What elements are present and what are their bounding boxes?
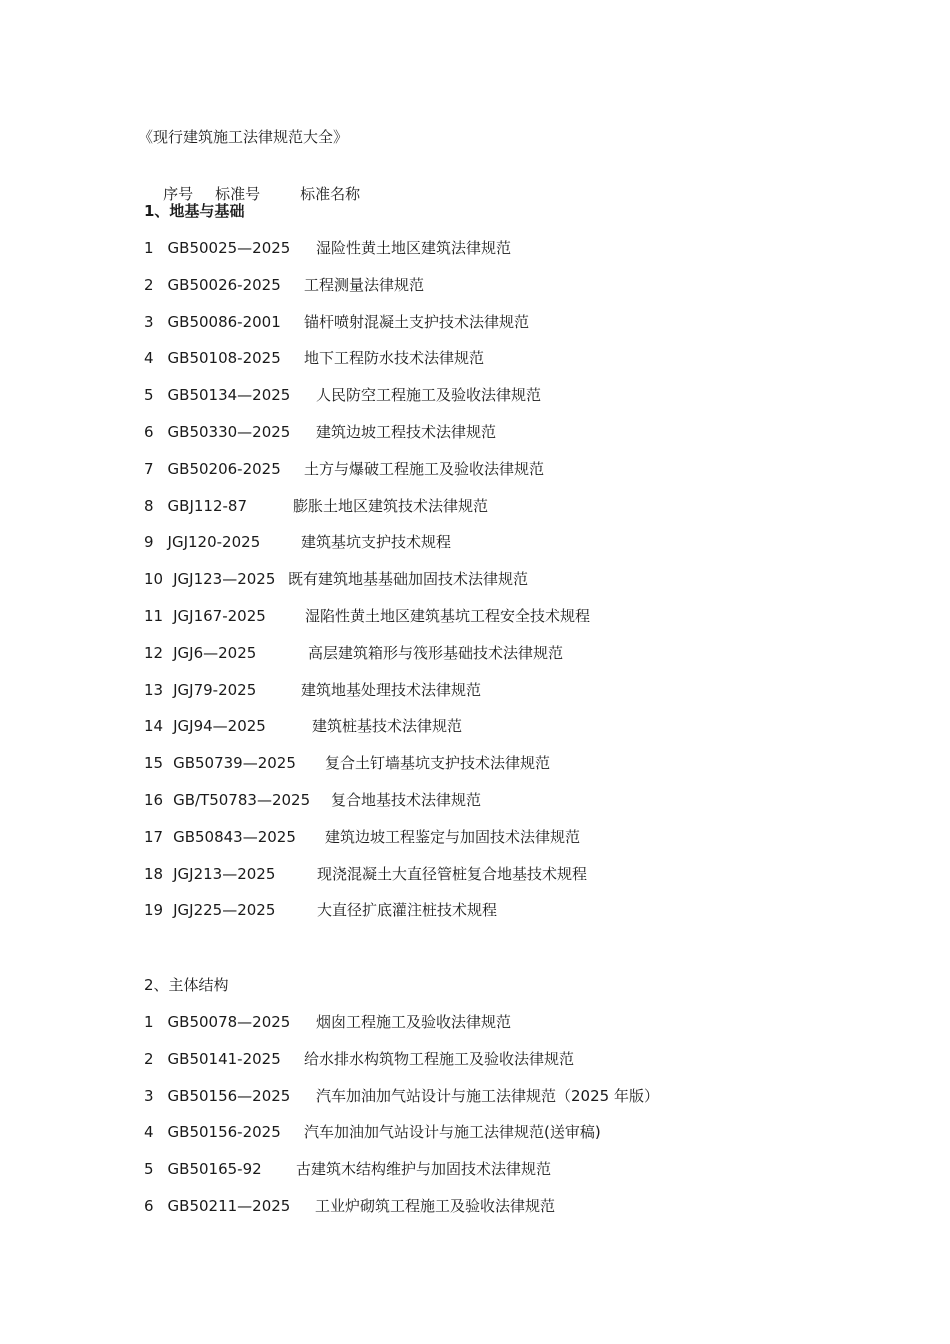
item-number: 3 — [144, 312, 154, 331]
standard-name: 烟囱工程施工及验收法律规范 — [316, 1013, 512, 1031]
document-title: 《现行建筑施工法律规范大全》 — [138, 128, 349, 146]
standard-name: 工业炉砌筑工程施工及验收法律规范 — [315, 1197, 556, 1215]
list-item — [144, 1012, 512, 1032]
item-number: 1 — [144, 1013, 154, 1031]
item-number: 8 — [144, 496, 154, 515]
standard-name: 复合土钉墙基坑支护技术法律规范 — [325, 754, 551, 773]
standard-code: JGJ120-2025 — [167, 533, 261, 552]
list-item — [144, 1122, 601, 1142]
standard-name: 土方与爆破工程施工及验收法律规范 — [304, 459, 545, 478]
list-item — [144, 459, 545, 479]
standard-name: 地下工程防水技术法律规范 — [304, 349, 485, 368]
item-number: 6 — [144, 1197, 154, 1215]
item-number: 7 — [144, 459, 154, 478]
standard-code: GB50025—2025 — [167, 239, 291, 257]
standard-name: 膨胀土地区建筑技术法律规范 — [293, 496, 489, 515]
list-item — [144, 348, 485, 368]
standard-code: JGJ79-2025 — [173, 680, 257, 699]
item-number: 18 — [144, 864, 164, 883]
standard-code: JGJ123—2025 — [173, 570, 276, 589]
list-item — [144, 900, 498, 920]
header-serial: 序号 — [163, 185, 194, 203]
standard-code: JGJ213—2025 — [173, 864, 276, 883]
standard-name: 现浇混凝土大直径管桩复合地基技术规程 — [317, 864, 588, 883]
item-number: 3 — [144, 1086, 154, 1105]
item-number: 10 — [144, 570, 164, 589]
standard-name: 给水排水构筑物工程施工及验收法律规范 — [304, 1049, 575, 1068]
standard-code: GB50206-2025 — [167, 459, 281, 478]
list-item — [144, 312, 530, 332]
standard-name: 高层建筑箱形与筏形基础技术法律规范 — [308, 643, 564, 662]
standard-code: GBJ112-87 — [167, 496, 248, 515]
standard-name: 汽车加油加气站设计与施工法律规范(送审稿) — [304, 1123, 601, 1142]
standard-name: 建筑基坑支护技术规程 — [301, 533, 452, 552]
list-item — [144, 827, 581, 847]
header-standard-no: 标准号 — [215, 185, 261, 203]
item-number: 2 — [144, 275, 154, 294]
standard-name: 建筑边坡工程鉴定与加固技术法律规范 — [325, 827, 581, 846]
list-item — [144, 1159, 552, 1179]
item-number: 13 — [144, 680, 164, 699]
section-title: 2、主体结构 — [144, 976, 229, 994]
standard-code: GB50026-2025 — [167, 275, 281, 294]
list-item — [144, 1196, 556, 1216]
item-number: 15 — [144, 754, 164, 773]
header-standard-name: 标准名称 — [300, 185, 361, 203]
standard-code: GB50156-2025 — [167, 1123, 281, 1142]
item-number: 12 — [144, 643, 164, 662]
standard-code: JGJ167-2025 — [173, 607, 266, 625]
list-item — [144, 864, 588, 884]
item-number: 9 — [144, 533, 154, 552]
standard-name: 锚杆喷射混凝土支护技术法律规范 — [304, 312, 530, 331]
standard-name: 既有建筑地基基础加固技术法律规范 — [288, 570, 529, 589]
standard-code: JGJ225—2025 — [173, 901, 276, 920]
standard-name: 汽车加油加气站设计与施工法律规范（2025 年版） — [316, 1086, 659, 1105]
standard-code: GB50739—2025 — [173, 754, 296, 773]
list-item — [144, 1086, 659, 1106]
list-item — [144, 643, 564, 663]
item-number: 1 — [144, 239, 154, 257]
list-item — [144, 238, 512, 258]
item-number: 4 — [144, 1123, 154, 1142]
list-item — [144, 790, 482, 810]
list-item — [144, 532, 452, 552]
list-item — [144, 716, 463, 736]
standard-code: GB50165-92 — [167, 1160, 262, 1179]
item-number: 11 — [144, 607, 164, 625]
list-item — [144, 1049, 575, 1069]
standard-name: 建筑边坡工程技术法律规范 — [316, 423, 497, 441]
list-item — [144, 496, 489, 516]
standard-name: 湿陷性黄土地区建筑基坑工程安全技术规程 — [305, 607, 591, 625]
item-number: 5 — [144, 1160, 154, 1179]
list-item — [144, 606, 591, 626]
item-number: 19 — [144, 901, 164, 920]
standard-name: 工程测量法律规范 — [304, 275, 425, 294]
standard-name: 大直径扩底灌注桩技术规程 — [317, 901, 498, 920]
section-title: 1、地基与基础 — [144, 202, 245, 220]
item-number: 6 — [144, 423, 154, 441]
standard-code: GB50086-2001 — [167, 312, 281, 331]
item-number: 16 — [144, 791, 164, 809]
standard-code: GB50134—2025 — [167, 386, 291, 405]
standard-code: GB50843—2025 — [173, 827, 296, 846]
standard-code: GB50211—2025 — [167, 1197, 291, 1215]
item-number: 14 — [144, 717, 164, 736]
standard-code: GB50108-2025 — [167, 349, 281, 368]
list-item — [144, 753, 551, 773]
standard-code: GB50156—2025 — [167, 1086, 291, 1105]
item-number: 17 — [144, 827, 164, 846]
standard-name: 古建筑木结构维护与加固技术法律规范 — [296, 1160, 552, 1179]
item-number: 4 — [144, 349, 154, 368]
list-item — [144, 680, 482, 700]
standard-name: 建筑地基处理技术法律规范 — [301, 680, 482, 699]
standard-code: GB50141-2025 — [167, 1049, 281, 1068]
item-number: 2 — [144, 1049, 154, 1068]
list-item — [144, 422, 497, 442]
standard-code: GB50330—2025 — [167, 423, 291, 441]
standard-code: JGJ94—2025 — [173, 717, 266, 736]
standard-name: 湿险性黄土地区建筑法律规范 — [316, 239, 512, 257]
standard-code: GB50078—2025 — [167, 1013, 291, 1031]
standard-name: 人民防空工程施工及验收法律规范 — [316, 386, 542, 405]
standard-name: 复合地基技术法律规范 — [331, 791, 482, 809]
list-item — [144, 569, 529, 589]
item-number: 5 — [144, 386, 154, 405]
standard-name: 建筑桩基技术法律规范 — [312, 717, 463, 736]
list-item — [144, 275, 425, 295]
standard-code: JGJ6—2025 — [173, 643, 257, 662]
list-item — [144, 385, 542, 405]
standard-code: GB/T50783—2025 — [173, 791, 311, 809]
